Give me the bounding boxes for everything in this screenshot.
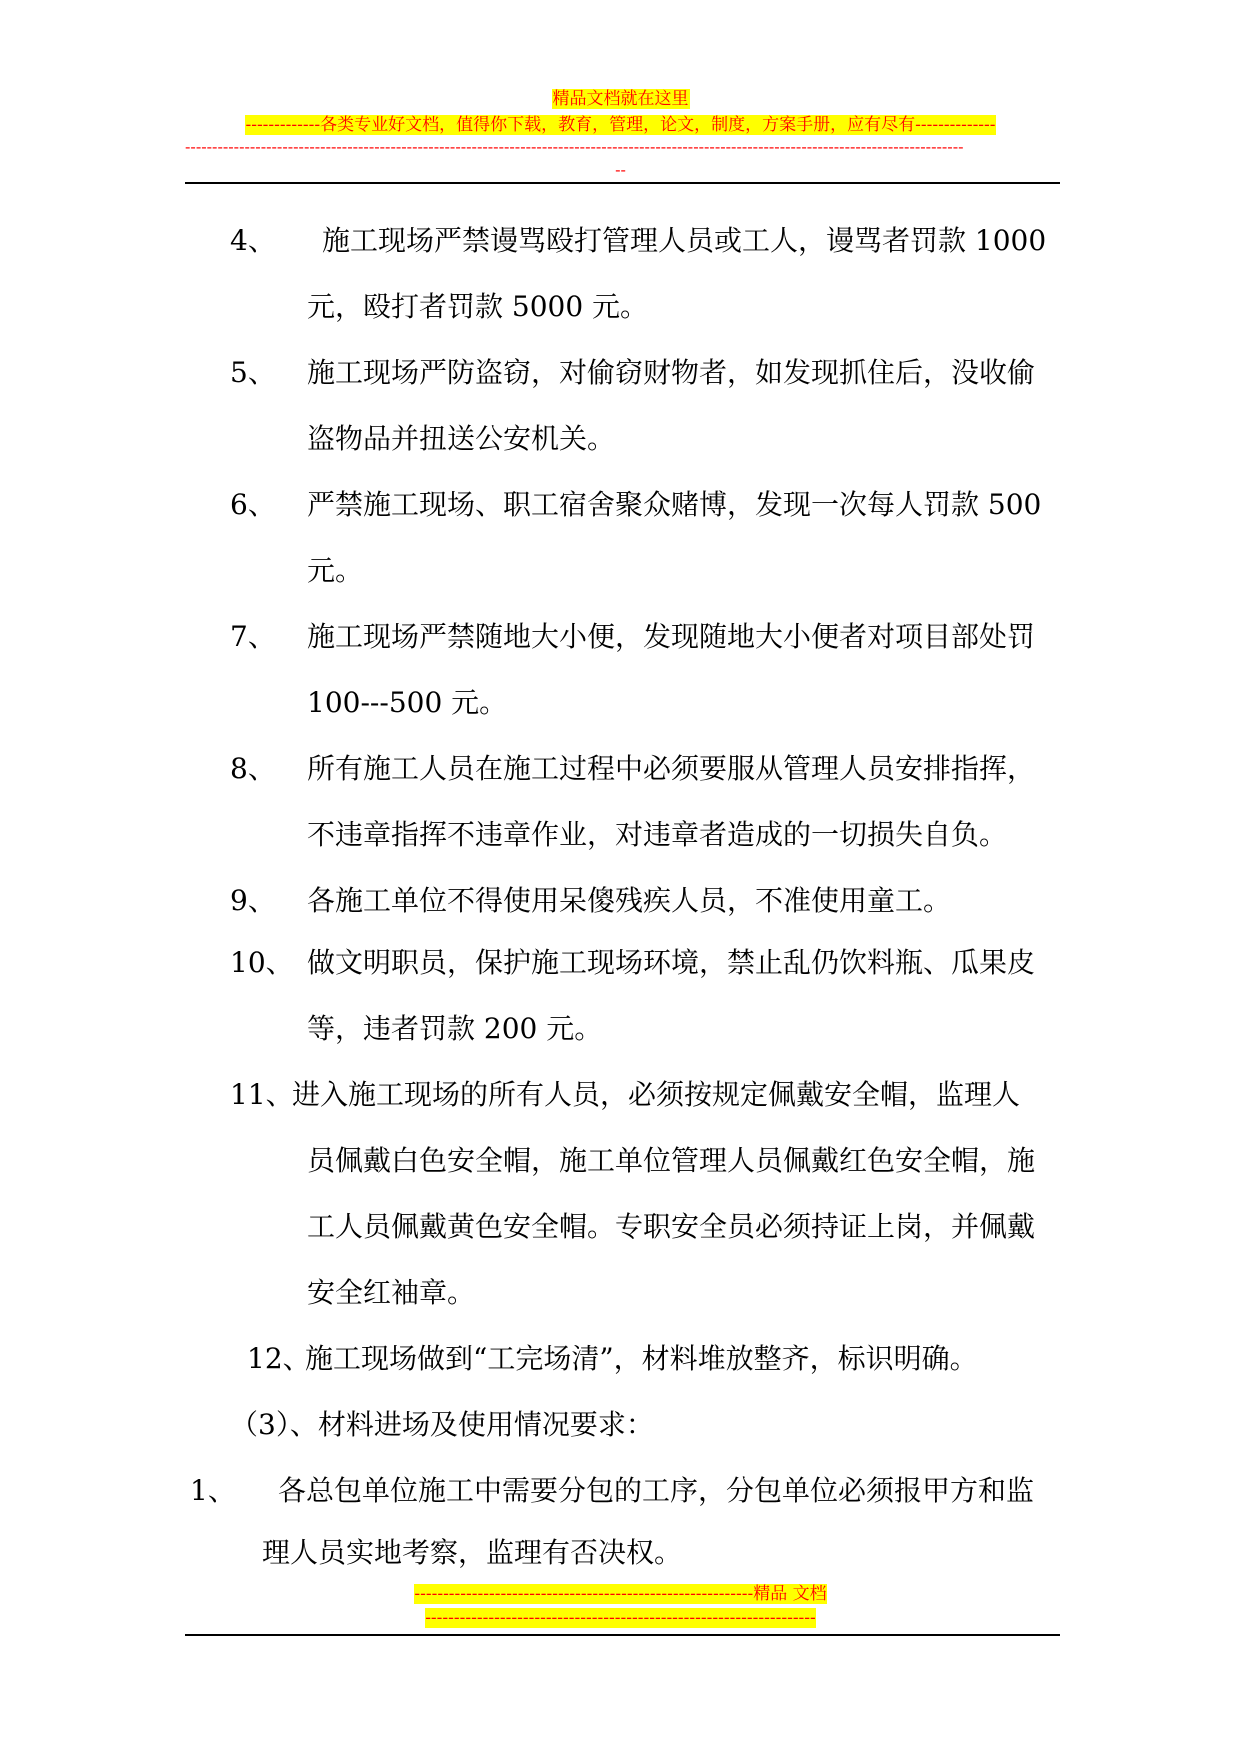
header-dashes: ------------------------------------------------------------------------------------------------------------------------------------------------ — [185, 137, 964, 156]
item-line: 不违章指挥不违章作业，对违章者造成的一切损失自负。 — [307, 818, 1008, 851]
footer-label: 精品 文档 — [753, 1584, 827, 1604]
item-line: 施工现场严禁随地大小便，发现随地大小便者对项目部处罚 — [307, 620, 1036, 653]
item-line: 施工现场严禁谩骂殴打管理人员或工人，谩骂者罚款 1000 — [322, 224, 1047, 257]
header-dashes-tail: -- — [615, 160, 626, 179]
item-line: 安全红袖章。 — [307, 1276, 476, 1309]
item-line: 元。 — [307, 554, 364, 587]
item-number: 10、 — [230, 946, 294, 979]
item-number: 9、 — [230, 884, 276, 917]
item-number: 11、 — [230, 1078, 294, 1111]
item-line: 等，违者罚款 200 元。 — [307, 1012, 603, 1045]
item-number: 7、 — [230, 620, 276, 653]
footer-rule — [185, 1634, 1060, 1636]
item-line: 施工现场做到“工完场清”，材料堆放整齐，标识明确。 — [305, 1342, 978, 1375]
item-number: 8、 — [230, 752, 276, 785]
item-line: 严禁施工现场、职工宿舍聚众赌博，发现一次每人罚款 500 — [307, 488, 1042, 521]
item-line: 元，殴打者罚款 5000 元。 — [307, 290, 649, 323]
item-line: 员佩戴白色安全帽，施工单位管理人员佩戴红色安全帽，施 — [307, 1144, 1036, 1177]
item-line: 各总包单位施工中需要分包的工序，分包单位必须报甲方和监 — [278, 1474, 1035, 1507]
item-line: 做文明职员，保护施工现场环境，禁止乱仍饮料瓶、瓜果皮 — [307, 946, 1036, 979]
item-number: 6、 — [230, 488, 276, 521]
footer-line-2 — [0, 1607, 1241, 1629]
item-line: 100---500 元。 — [307, 686, 508, 719]
list-item — [230, 208, 276, 274]
item-line: 施工现场严防盗窃，对偷窃财物者，如发现抓住后，没收偷 — [307, 356, 1036, 389]
header-rule — [185, 182, 1060, 184]
item-line: 各施工单位不得使用呆傻残疾人员，不准使用童工。 — [307, 884, 952, 917]
footer-line-1 — [0, 1583, 1241, 1605]
item-line: 所有施工人员在施工过程中必须要服从管理人员安排指挥， — [307, 752, 1036, 785]
footer-dashes-2: -------------------------------------------------------------------- — [425, 1608, 816, 1628]
item-number: 12、 — [247, 1342, 311, 1375]
footer-dashes: ----------------------------------------------------------- — [414, 1584, 754, 1604]
item-number: 4、 — [230, 224, 276, 257]
item-line: 进入施工现场的所有人员，必须按规定佩戴安全帽，监理人 — [292, 1078, 1021, 1111]
item-number: 5、 — [230, 356, 276, 389]
item-line: 理人员实地考察，监理有否决权。 — [262, 1536, 683, 1569]
item-line: 工人员佩戴黄色安全帽。专职安全员必须持证上岗，并佩戴 — [307, 1210, 1036, 1243]
item-line: 盗物品并扭送公安机关。 — [307, 422, 616, 455]
item-number: 1、 — [190, 1474, 236, 1507]
header-tagline: -------------各类专业好文档，值得你下载，教育，管理，论文，制度，方案手册，应有尽有-------------- — [245, 115, 996, 135]
header-title: 精品文档就在这里 — [552, 89, 689, 109]
section-heading: （3）、材料进场及使用情况要求： — [230, 1408, 654, 1441]
